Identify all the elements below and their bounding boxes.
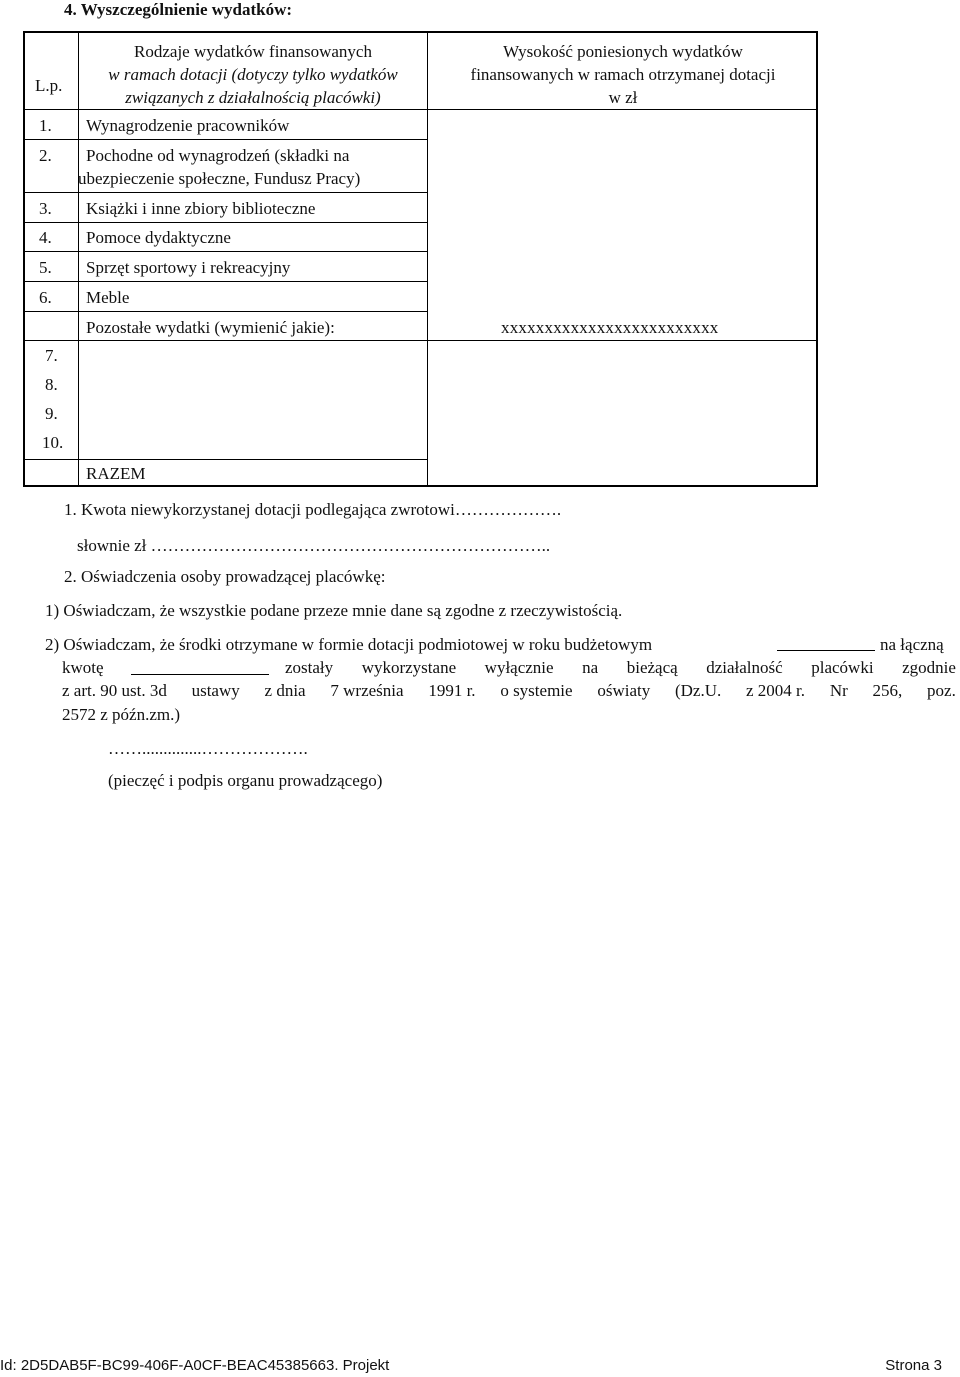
row-label: Meble [86, 288, 130, 307]
declaration-2-line-4: 2572 z późn.zm.) [62, 705, 181, 724]
row-label: Pochodne od wynagrodzeń (składki na [86, 146, 350, 165]
word: z art. 90 ust. 3d [62, 681, 167, 700]
budget-year-blank[interactable] [777, 650, 875, 651]
refund-line: 1. Kwota niewykorzystanej dotacji podlegająca zwrotowi………………. [64, 500, 562, 519]
row-number: 1. [39, 116, 52, 135]
word: wyłącznie [484, 658, 554, 677]
row-number: 2. [39, 146, 52, 165]
row-divider [25, 251, 427, 252]
row-number: 4. [39, 228, 52, 247]
expenses-table [23, 31, 818, 487]
row-divider [25, 340, 818, 341]
amount-blank[interactable] [131, 674, 269, 675]
word: oświaty [597, 681, 651, 700]
header-amount [429, 40, 817, 109]
declarations-title: 2. Oświadczenia osoby prowadzącej placówkę: [64, 567, 386, 586]
header-lp: L.p. [35, 76, 63, 95]
word: wykorzystane [361, 658, 457, 677]
row-divider [25, 109, 427, 110]
row-divider [25, 192, 427, 193]
row-label: Książki i inne zbiory biblioteczne [86, 199, 316, 218]
word: ustawy [191, 681, 240, 700]
row-label: Sprzęt sportowy i rekreacyjny [86, 258, 291, 277]
declaration-2-line-2 [285, 658, 956, 678]
word: (Dz.U. [674, 681, 722, 700]
word: na [582, 658, 599, 677]
declaration-2-line-3 [62, 681, 956, 701]
word: zgodnie [902, 658, 956, 677]
word: 7 września [330, 681, 404, 700]
word: o systemie [500, 681, 573, 700]
footer-document-id: Id: 2D5DAB5F-BC99-406F-A0CF-BEAC45385663. Projekt [0, 1357, 390, 1374]
col-divider-amount [427, 33, 428, 485]
row-label: Pomoce dydaktyczne [86, 228, 231, 247]
row-number: 7. [45, 346, 58, 365]
word: z dnia [264, 681, 306, 700]
word: 256, [872, 681, 903, 700]
row-number: 3. [39, 199, 52, 218]
declaration-2-kwote: kwotę [62, 658, 104, 677]
word: działalność [706, 658, 783, 677]
word: Nr [829, 681, 848, 700]
header-amount-line: finansowanych w ramach otrzymanej dotacji [470, 65, 776, 84]
row-divider [25, 311, 427, 312]
row-divider [25, 281, 427, 282]
row-number: 9. [45, 404, 58, 423]
word: 1991 r. [428, 681, 476, 700]
row-label: Wynagrodzenie pracowników [86, 116, 290, 135]
row-divider [427, 109, 818, 110]
declaration-2-line-1b: na łączną [880, 635, 944, 654]
header-expense-type-line: związanych z działalnością placówki) [125, 88, 381, 107]
signature-caption: (pieczęć i podpis organu prowadzącego) [108, 771, 383, 790]
total-label: RAZEM [86, 464, 146, 483]
declaration-2-line-1a: 2) Oświadczam, że środki otrzymane w formie dotacji podmiotowej w roku budżetowym [45, 635, 653, 654]
word: bieżącą [626, 658, 678, 677]
amount-in-words-line: słownie zł …………………………………………………………….. [77, 536, 551, 555]
header-expense-type [81, 40, 425, 109]
row-number: 5. [39, 258, 52, 277]
other-expenses-label: Pozostałe wydatki (wymienić jakie): [86, 318, 335, 337]
row-divider [25, 139, 427, 140]
other-expenses-amount: xxxxxxxxxxxxxxxxxxxxxxxxx [501, 318, 719, 337]
word: placówki [811, 658, 874, 677]
word: zostały [285, 658, 334, 677]
header-expense-type-line: w ramach dotacji (dotyczy tylko wydatków [108, 65, 398, 84]
word: poz. [927, 681, 956, 700]
word: z 2004 r. [746, 681, 806, 700]
row-divider [25, 222, 427, 223]
header-amount-line: w zł [608, 88, 638, 107]
section-title: 4. Wyszczególnienie wydatków: [64, 0, 293, 19]
row-divider [25, 459, 427, 460]
footer-page-number: Strona 3 [885, 1357, 942, 1374]
row-number: 6. [39, 288, 52, 307]
signature-dots: ……..............………………. [108, 739, 308, 758]
col-divider-lp [78, 33, 79, 485]
row-number: 10. [42, 433, 64, 452]
header-amount-line: Wysokość poniesionych wydatków [503, 42, 743, 61]
row-number: 8. [45, 375, 58, 394]
header-expense-type-line: Rodzaje wydatków finansowanych [134, 42, 372, 61]
row-label: ubezpieczenie społeczne, Fundusz Pracy) [78, 169, 361, 188]
declaration-1: 1) Oświadczam, że wszystkie podane przeze mnie dane są zgodne z rzeczywistością. [45, 601, 623, 620]
